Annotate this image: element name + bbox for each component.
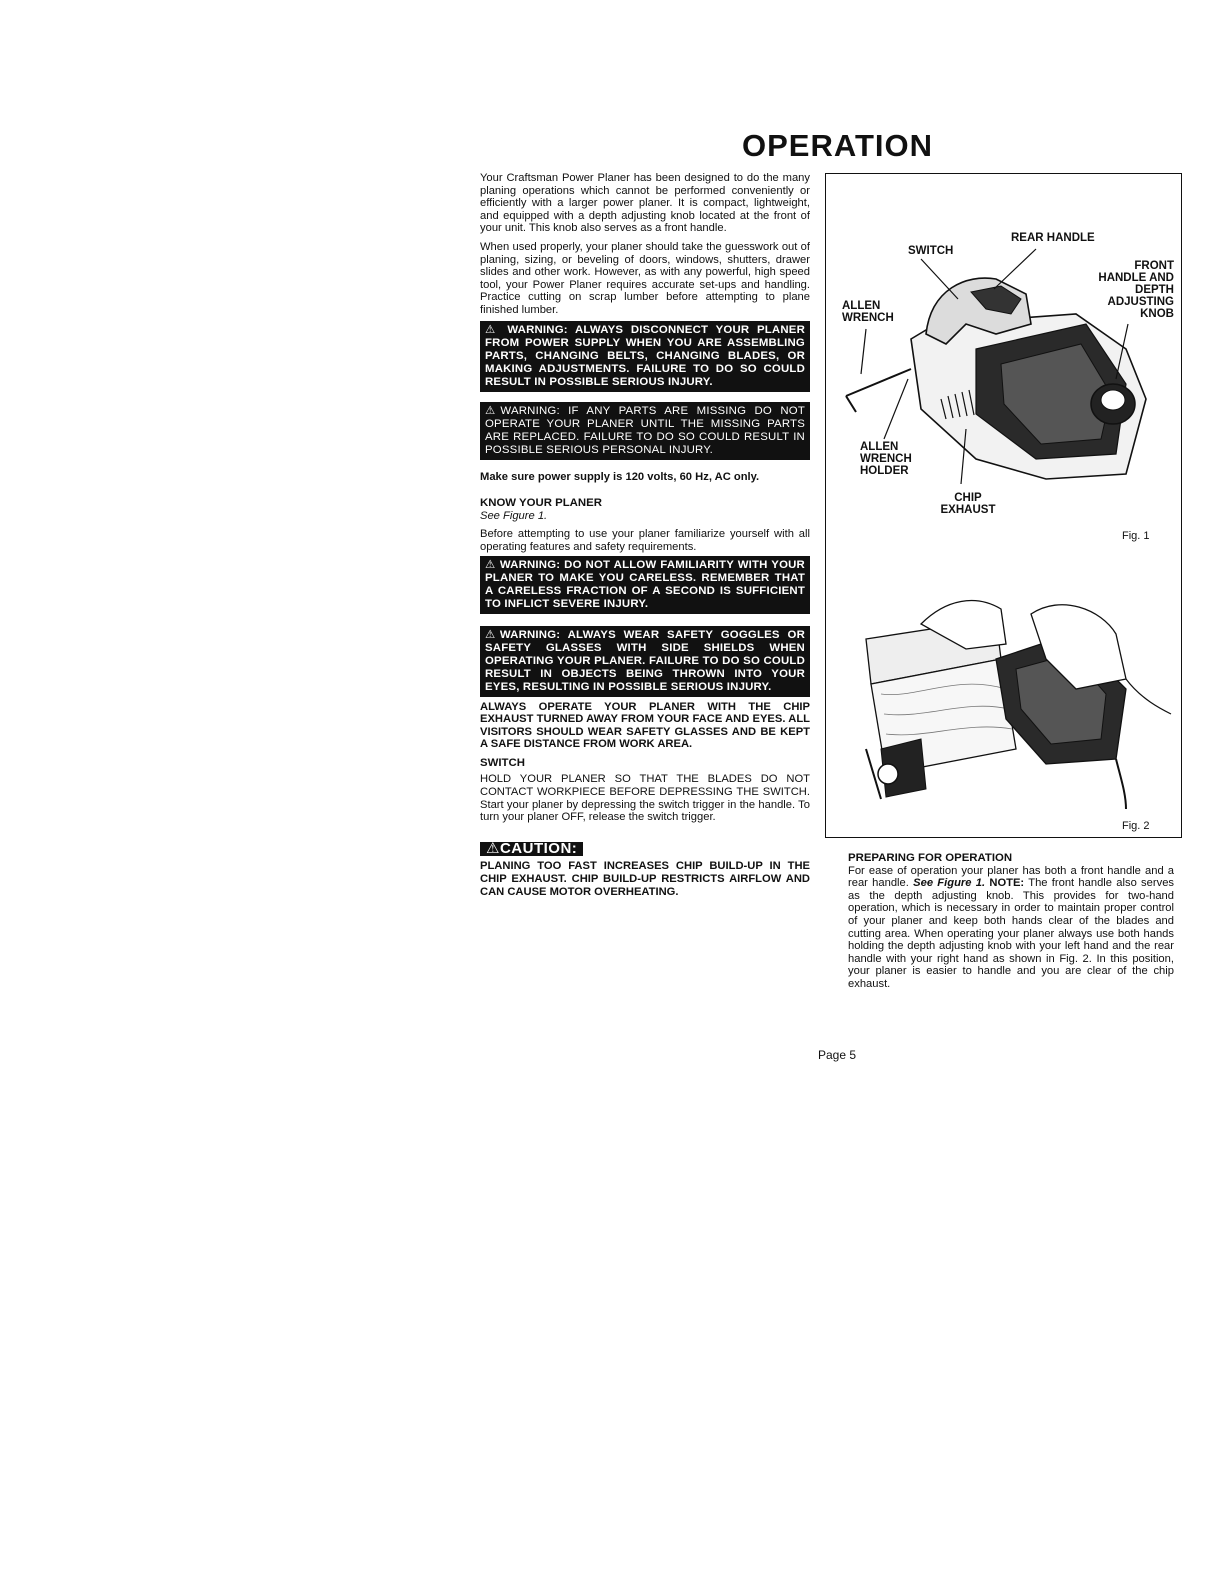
switch-text-caps: HOLD YOUR PLANER SO THAT THE BLADES DO NOT CONTACT WORKPIECE BEFORE DEPRESSING THE SWITCH. xyxy=(480,773,810,799)
warning-disconnect: ⚠ WARNING: ALWAYS DISCONNECT YOUR PLANER FROM POWER SUPPLY WHEN YOU ARE ASSEMBLING PARTS, CHANGING BELTS, CHANGING BLADES, OR MAKING ADJUSTMENTS. FAILURE TO DO SO COULD RESULT IN POSSIBLE SERIOUS INJURY. xyxy=(480,321,810,392)
page-title: OPERATION xyxy=(742,128,933,163)
know-planer-text: Before attempting to use your planer familiarize yourself with all operating features and safety requirements. xyxy=(480,528,810,553)
switch-text xyxy=(480,773,810,823)
page-number: Page 5 xyxy=(818,1048,857,1062)
warning-familiarity: ⚠ WARNING: DO NOT ALLOW FAMILIARITY WITH YOUR PLANER TO MAKE YOU CARELESS. REMEMBER THAT A CARELESS FRACTION OF A SECOND IS SUFFICIENT TO INFLICT SEVERE INJURY. xyxy=(480,556,810,614)
warning-missing-parts: ⚠WARNING: IF ANY PARTS ARE MISSING DO NOT OPERATE YOUR PLANER UNTIL THE MISSING PARTS ARE REPLACED. FAILURE TO DO SO COULD RESULT IN POSSIBLE SERIOUS PERSONAL INJURY. xyxy=(480,402,810,460)
caution-tag: ⚠CAUTION: xyxy=(480,842,583,857)
label-allen-wrench: ALLEN WRENCH xyxy=(842,300,894,324)
switch-heading: SWITCH xyxy=(480,756,525,769)
label-rear-handle: REAR HANDLE xyxy=(1011,232,1095,244)
preparing-see-figure: See Figure 1. xyxy=(913,877,986,890)
preparing-text-1: For ease of operation your planer has both a front handle and a rear handle. xyxy=(848,864,1174,890)
chip-exhaust-note: ALWAYS OPERATE YOUR PLANER WITH THE CHIP EXHAUST TURNED AWAY FROM YOUR FACE AND EYES. ALL VISITORS SHOULD WEAR SAFETY GLASSES AND BE KEPT A SAFE DISTANCE FROM WORK AREA. xyxy=(480,700,810,751)
planer-illustration xyxy=(826,174,1181,550)
figure-2-caption: Fig. 2 xyxy=(1122,820,1150,832)
know-planer-see-figure: See Figure 1. xyxy=(480,509,548,522)
warning-safety-goggles: ⚠WARNING: ALWAYS WEAR SAFETY GOGGLES OR SAFETY GLASSES WITH SIDE SHIELDS WHEN OPERATING YOUR PLANER. FAILURE TO DO SO COULD RESULT IN OBJECTS BEING THROWN INTO YOUR EYES, RESULTING IN POSSIBLE SERIOUS INJURY. xyxy=(480,626,810,697)
label-chip-exhaust: CHIP EXHAUST xyxy=(940,492,996,516)
two-hand-operation-illustration xyxy=(826,549,1181,837)
left-column xyxy=(480,172,810,904)
label-switch: SWITCH xyxy=(908,245,954,257)
preparing-text-2: The front handle also serves as the depth adjusting knob. This provides for two-hand operation, which is necessary in order to maintain proper control of your planer and keep both hands clear of the blades and cutting area. When operating your planer always use both hands holding the depth adjusting knob with your left hand and the rear handle with your right hand as shown in Fig. 2. In this position, your planer is easier to handle and you are clear of the chip exhaust. xyxy=(848,877,1175,990)
figure-1-caption: Fig. 1 xyxy=(1122,530,1150,542)
intro-paragraph-1: Your Craftsman Power Planer has been designed to do the many planing operations which cannot be performed conveniently or efficiently with a larger power planer. It is compact, lightweight, and equipped with a depth adjusting knob located at the front of your unit. This knob also serves as a front handle. xyxy=(480,172,810,235)
know-planer-heading: KNOW YOUR PLANER xyxy=(480,497,602,510)
intro-paragraph-2: When used properly, your planer should take the guesswork out of planing, sizing, or beveling of doors, windows, shutters, drawer slides and other work. However, as with any powerful, high speed tool, your Power Planer requires accurate set-ups and handling. Practice cutting on scrap lumber before attempting to plane finished lumber. xyxy=(480,240,810,316)
figure-1 xyxy=(825,173,1182,551)
power-supply-note: Make sure power supply is 120 volts, 60 Hz, AC only. xyxy=(480,470,760,483)
preparing-note-label: NOTE: xyxy=(989,877,1025,890)
preparing-heading: PREPARING FOR OPERATION xyxy=(848,852,1013,864)
switch-text-rest: Start your planer by depressing the switch trigger in the handle. To turn your planer OFF, release the switch trigger. xyxy=(480,798,810,824)
caution-text: PLANING TOO FAST INCREASES CHIP BUILD-UP IN THE CHIP EXHAUST. CHIP BUILD-UP RESTRICTS AIRFLOW AND CAN CAUSE MOTOR OVERHEATING. xyxy=(480,860,810,898)
label-allen-holder: ALLEN WRENCH HOLDER xyxy=(860,441,912,477)
preparing-text xyxy=(848,865,1174,991)
preparing-section xyxy=(848,852,1174,997)
figure-2 xyxy=(825,549,1182,838)
label-front-handle: FRONT HANDLE AND DEPTH ADJUSTING KNOB xyxy=(1098,260,1174,320)
